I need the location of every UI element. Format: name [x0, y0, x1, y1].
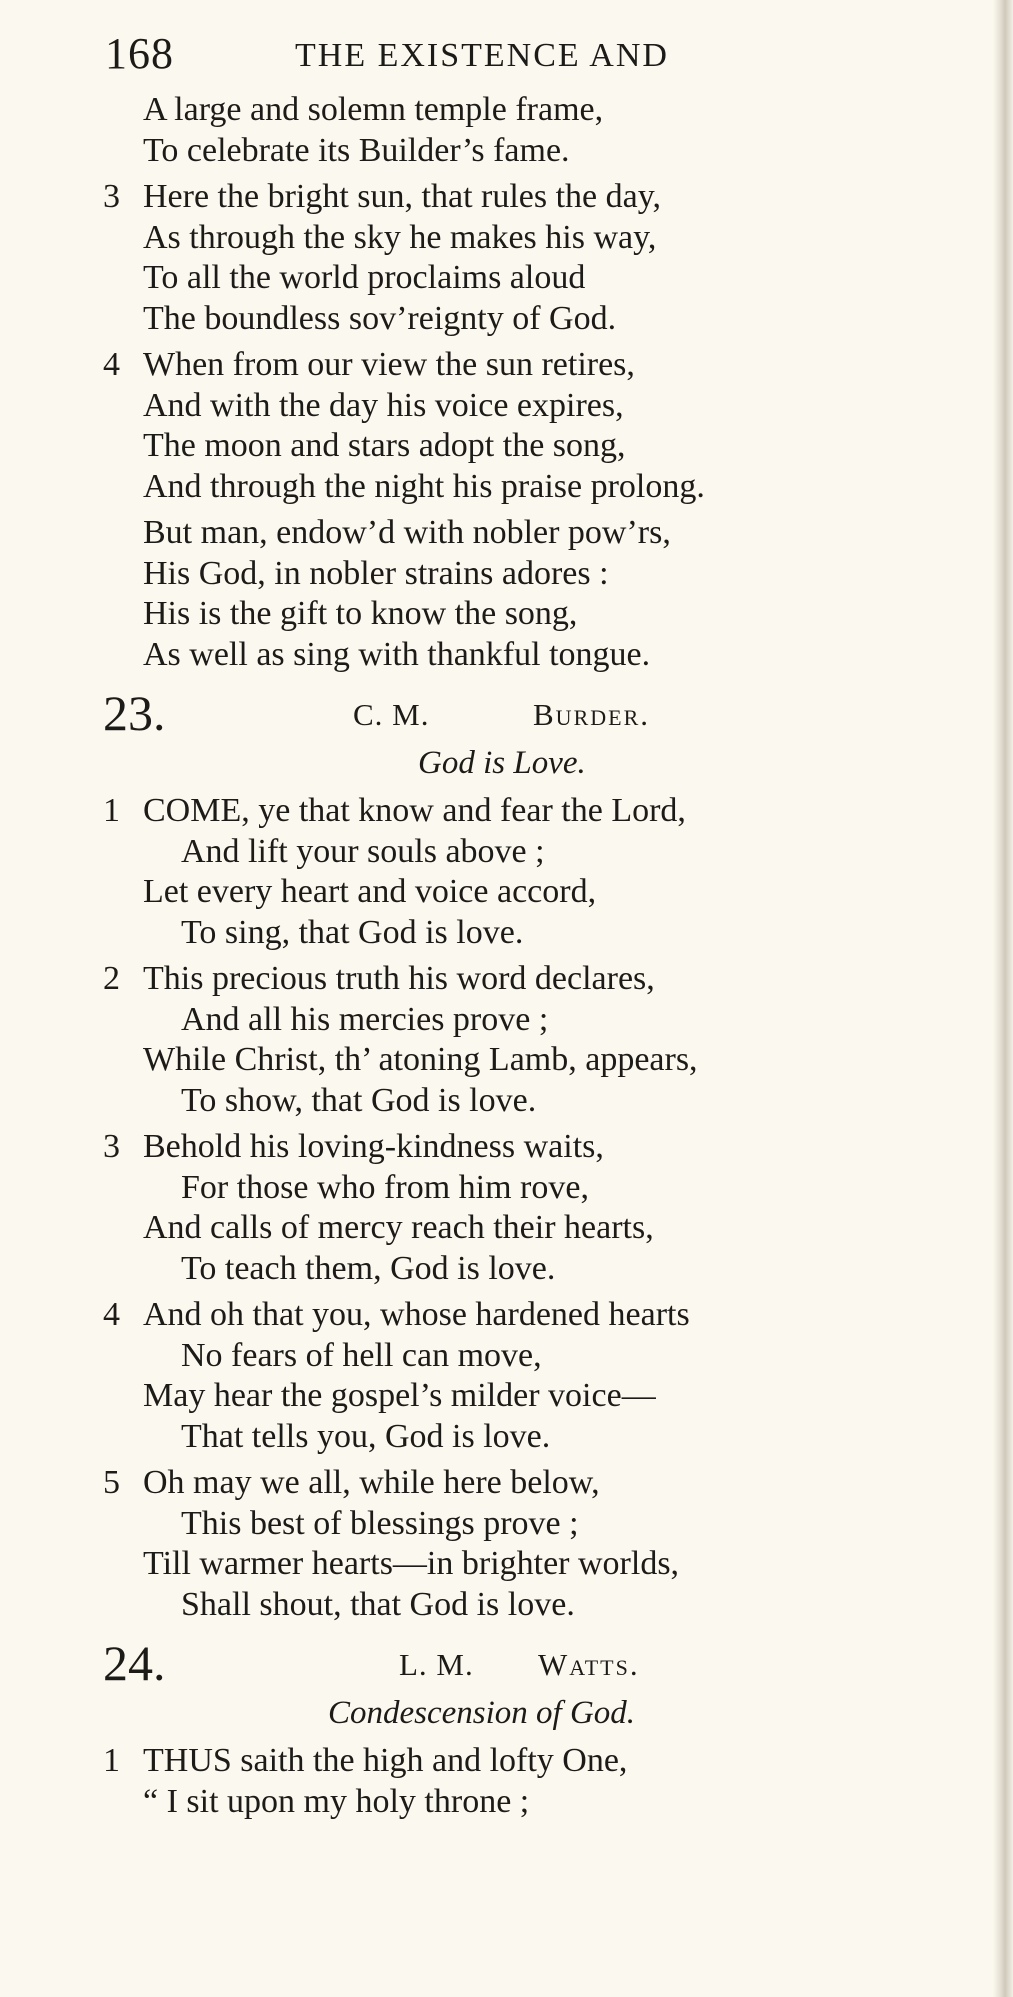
poem-line: A large and solemn temple frame, [143, 91, 604, 128]
poem-line: Behold his loving-kindness waits, [143, 1128, 604, 1165]
poem-line: Oh may we all, while here below, [143, 1464, 600, 1501]
poem-line: To sing, that God is love. [181, 913, 524, 951]
hymn-number: 23. [103, 685, 166, 741]
hymn-23-verse-2 [103, 959, 983, 1121]
verse-number: 2 [103, 960, 120, 997]
poem-line: As through the sky he makes his way, [143, 218, 657, 256]
poem-line: And oh that you, whose hardened hearts [143, 1296, 690, 1333]
poem-line: THUS saith the high and lofty One, [143, 1742, 628, 1779]
poem-line: No fears of hell can move, [181, 1336, 542, 1374]
poem-line: But man, endow’d with nobler pow’rs, [143, 514, 671, 551]
poem-line: This precious truth his word declares, [143, 960, 655, 997]
verse-number: 4 [103, 1296, 120, 1333]
hymn-author: Watts. [538, 1647, 640, 1682]
poem-line: Let every heart and voice accord, [143, 873, 597, 910]
page-content [103, 90, 983, 1822]
poem-line: The boundless sov’reignty of God. [143, 299, 617, 337]
verse-3 [103, 177, 983, 339]
poem-line: When from our view the sun retires, [143, 346, 635, 383]
poem-line: And with the day his voice expires, [143, 386, 624, 424]
poem-line: To celebrate its Builder’s fame. [143, 131, 570, 169]
hymn-23-verse-1 [103, 791, 983, 953]
poem-line: May hear the gospel’s milder voice— [143, 1377, 656, 1414]
hymn-title: Condescension of God. [328, 1695, 636, 1731]
hymn-24-verse-1 [103, 1741, 983, 1822]
hymn-23-heading [103, 685, 983, 741]
verse-number: 4 [103, 346, 120, 383]
poem-line: “ I sit upon my holy throne ; [143, 1782, 530, 1820]
verse-4 [103, 345, 983, 507]
verse-number: 3 [103, 178, 120, 215]
hymn-23-verse-5 [103, 1463, 983, 1625]
hymn-meter: L. M. [399, 1647, 474, 1682]
hymn-number: 24. [103, 1635, 166, 1691]
poem-line: And lift your souls above ; [181, 832, 545, 870]
page-edge [993, 0, 1013, 1997]
poem-line: His God, in nobler strains adores : [143, 554, 609, 592]
poem-line: His is the gift to know the song, [143, 595, 578, 632]
page-number: 168 [105, 29, 174, 78]
poem-line: To teach them, God is love. [181, 1249, 556, 1287]
poem-line: That tells you, God is love. [181, 1417, 551, 1455]
verse-5 [103, 513, 983, 675]
poem-line: For those who from him rove, [181, 1168, 589, 1206]
verse-number: 1 [103, 792, 120, 829]
poem-line: As well as sing with thankful tongue. [143, 635, 651, 673]
poem-line: And calls of mercy reach their hearts, [143, 1209, 654, 1246]
hymn-24-heading [103, 1635, 983, 1691]
hymn-meter: C. M. [353, 697, 430, 732]
poem-line: And through the night his praise prolong. [143, 467, 705, 505]
verse-number: 1 [103, 1742, 120, 1779]
poem-line: Shall shout, that God is love. [181, 1585, 575, 1623]
poem-line: To all the world proclaims aloud [143, 259, 586, 296]
verse-number: 5 [103, 1464, 120, 1501]
poem-line: Here the bright sun, that rules the day, [143, 178, 662, 215]
poem-line: To show, that God is love. [181, 1081, 537, 1119]
hymn-23-verse-3 [103, 1127, 983, 1289]
poem-line: This best of blessings prove ; [181, 1504, 579, 1542]
page-header [105, 28, 805, 80]
hymn-title: God is Love. [418, 745, 586, 781]
verse-number: 3 [103, 1128, 120, 1165]
continued-stanza [103, 90, 983, 171]
poem-line: While Christ, th’ atoning Lamb, appears, [143, 1041, 698, 1078]
poem-line: The moon and stars adopt the song, [143, 427, 626, 464]
poem-line: COME, ye that know and fear the Lord, [143, 792, 686, 829]
hymn-author: Burder. [533, 697, 650, 732]
running-title: THE EXISTENCE AND [295, 37, 669, 74]
hymn-23-verse-4 [103, 1295, 983, 1457]
poem-line: And all his mercies prove ; [181, 1000, 549, 1038]
poem-line: Till warmer hearts—in brighter worlds, [143, 1545, 680, 1582]
